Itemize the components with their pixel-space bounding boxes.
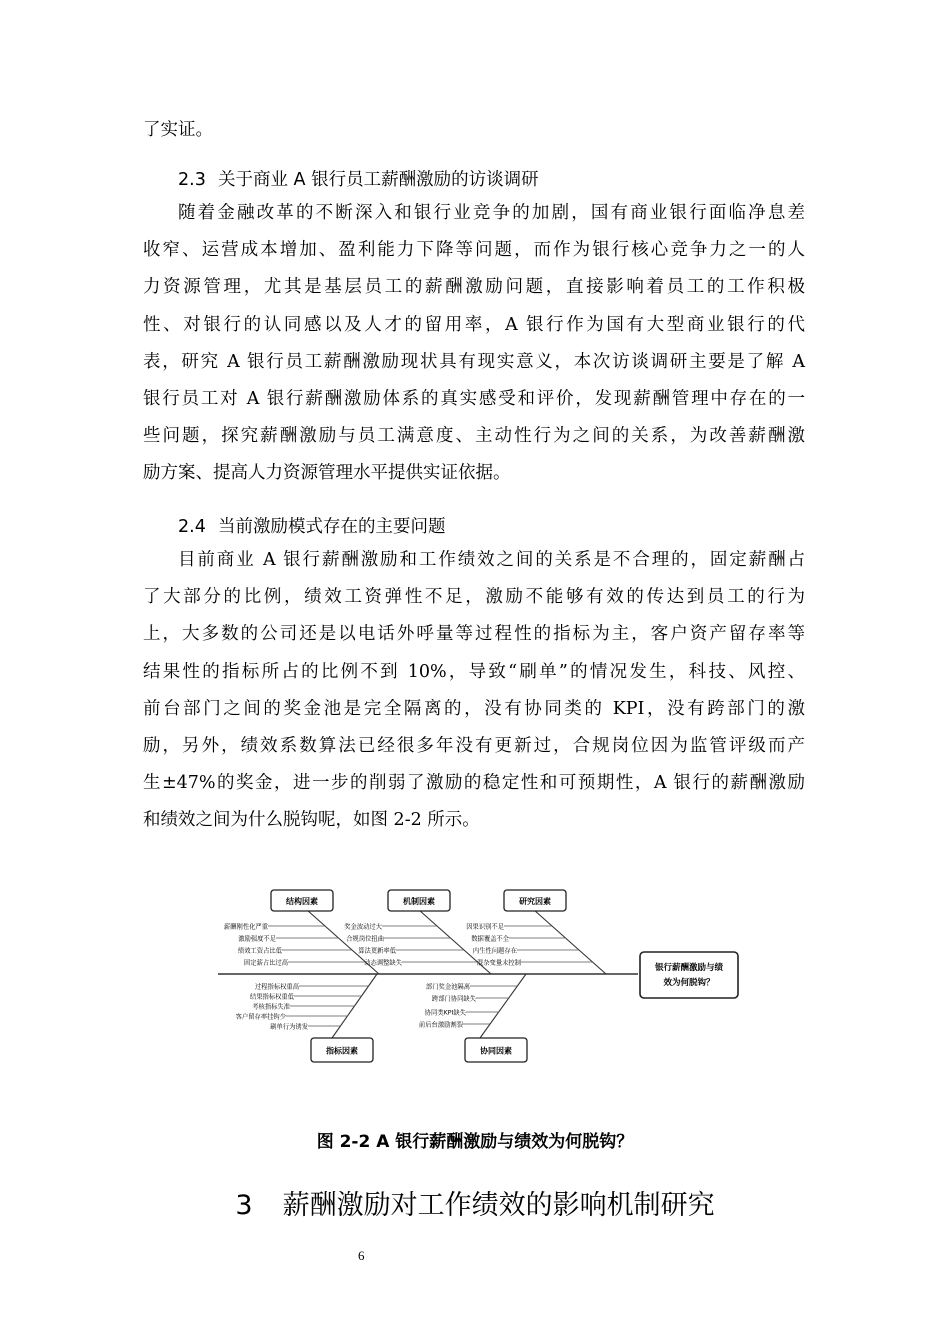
chapter-number: 3	[235, 1190, 253, 1221]
text-line: 励，另外，绩效系数算法已经很多年没有更新过，合规岗位因为监管评级而产	[143, 735, 805, 756]
cause-label: 考核指标失准	[252, 1003, 290, 1011]
cause-label: 绩效工资占比低	[237, 947, 282, 955]
section-number: 2.4	[178, 517, 206, 537]
section-2-3-body	[143, 195, 805, 493]
text-line: 收窄、运营成本增加、盈利能力下降等问题，而作为银行核心竞争力之一的人	[143, 240, 805, 261]
bone-coordination	[480, 974, 526, 1038]
chapter-title: 薪酬激励对工作绩效的影响机制研究	[282, 1190, 715, 1221]
section-title: 关于商业 A 银行员工薪酬激励的访谈调研	[218, 170, 539, 190]
top-continuation	[143, 112, 805, 149]
cause-label: 奖金波动过大	[344, 923, 382, 931]
cause-label: 过程指标权重高	[254, 983, 299, 991]
cause-label: 因果识别不足	[466, 923, 504, 931]
cause-label: 合规岗位扭曲	[346, 935, 384, 943]
fishbone-diagram	[214, 882, 744, 1067]
text-line: 表，研究 A 银行员工薪酬激励现状具有现实意义，本次访谈调研主要是了解 A	[143, 351, 805, 372]
text-line: 随着金融改革的不断深入和银行业竞争的加剧，国有商业银行面临净息差	[178, 203, 805, 223]
bone-research	[534, 910, 606, 974]
category-label: 研究因素	[519, 897, 551, 906]
page-number: 6	[358, 1248, 365, 1263]
text-line: 些问题，探究薪酬激励与员工满意度、主动性行为之间的关系，为改善薪酬激	[143, 426, 805, 447]
cause-label: 激励强度不足	[238, 935, 276, 943]
head-text-line: 效为何脱钩？	[663, 978, 715, 988]
section-heading-2-3	[178, 166, 539, 191]
cause-label: 结果指标权重低	[249, 993, 294, 1001]
text-line: 银行员工对 A 银行薪酬激励体系的真实感受和评价，发现薪酬管理中存在的一	[143, 388, 805, 409]
section-number: 2.3	[178, 170, 206, 190]
text-line: 目前商业 A 银行薪酬激励和工作绩效之间的关系是不合理的，固定薪酬占	[178, 550, 805, 570]
cause-label: 固定薪占比过高	[243, 959, 288, 967]
cause-label: 混杂变量未控制	[476, 959, 521, 967]
head-box	[640, 952, 738, 998]
category-label: 机制因素	[403, 897, 435, 906]
cause-label: 数据覆盖不全	[471, 935, 509, 943]
cause-label: 跨部门协同缺失	[431, 995, 476, 1003]
cause-label: 刷单行为诱发	[270, 1023, 308, 1031]
category-label: 结构因素	[286, 897, 318, 906]
cause-label: 客户留存率挂钩少	[235, 1013, 286, 1021]
cause-label: 部门奖金池隔离	[425, 983, 470, 991]
cause-label: 算法更新率低	[358, 947, 396, 955]
section-title: 当前激励模式存在的主要问题	[218, 517, 446, 537]
cause-label: 前后台激励割裂	[418, 1021, 463, 1029]
text-line: 励方案、提高人力资源管理水平提供实证依据。	[143, 463, 511, 484]
text-line: 力资源管理，尤其是基层员工的薪酬激励问题，直接影响着员工的工作积极	[143, 277, 805, 298]
text-line: 生±47%的奖金，进一步的削弱了激励的稳定性和可预期性，A 银行的薪酬激励	[143, 773, 805, 794]
cause-label: 薪酬刚性化严重	[223, 923, 268, 931]
category-label: 协同因素	[480, 1046, 512, 1056]
figure-caption: 图 2-2 A 银行薪酬激励与绩效为何脱钩？	[316, 1132, 634, 1152]
category-label: 指标因素	[326, 1046, 358, 1056]
chapter-heading	[0, 1183, 950, 1222]
text-line: 上，大多数的公司还是以电话外呼量等过程性的指标为主，客户资产留存率等	[143, 624, 805, 645]
text-line: 了大部分的比例，绩效工资弹性不足，激励不能够有效的传达到员工的行为	[143, 587, 805, 608]
text-line: 结果性的指标所占的比例不到 10%，导致“刷单”的情况发生，科技、风控、	[143, 661, 805, 682]
text-line: 性、对银行的认同感以及人才的留用率，A 银行作为国有大型商业银行的代	[143, 314, 805, 335]
text-line: 和绩效之间为什么脱钩呢，如图 2-2 所示。	[143, 810, 480, 831]
section-2-4-body	[143, 542, 805, 840]
text-line: 前台部门之间的奖金池是完全隔离的，没有协同类的 KPI，没有跨部门的激	[143, 698, 805, 719]
head-text-line: 银行薪酬激励与绩	[654, 963, 724, 973]
text-line: 了实证。	[143, 120, 213, 140]
cause-label: 动态调整缺失	[364, 959, 402, 967]
section-heading-2-4	[178, 513, 446, 538]
cause-label: 协同类KPI缺失	[424, 1009, 466, 1017]
cause-label: 内生性问题存在	[472, 947, 517, 955]
